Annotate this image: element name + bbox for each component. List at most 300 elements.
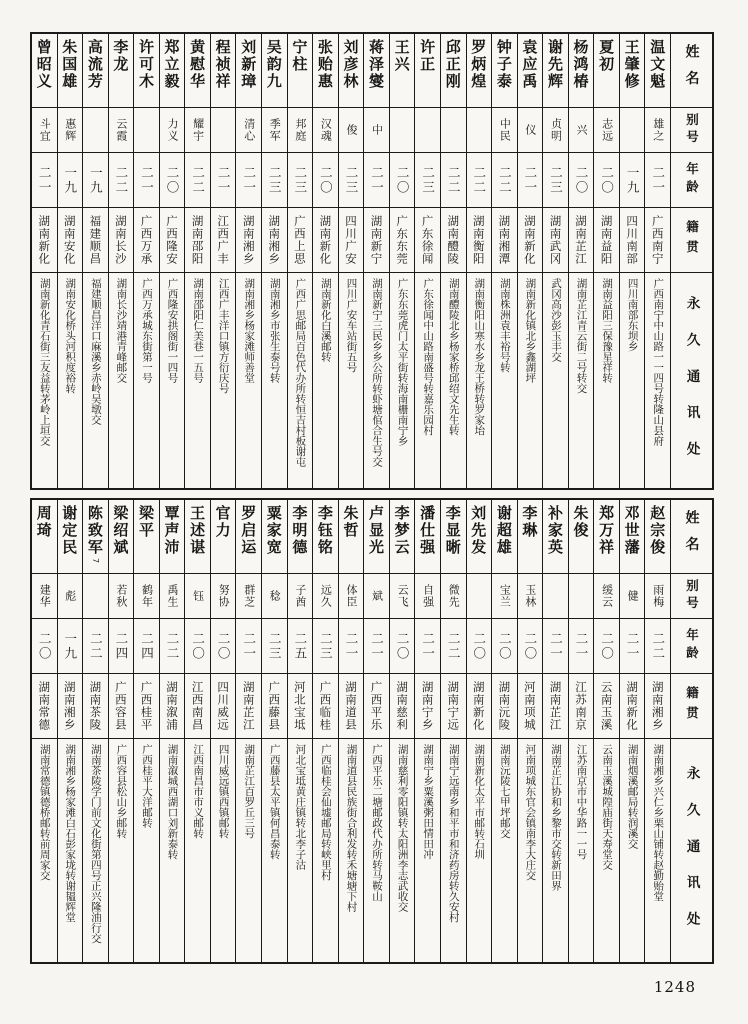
person-native: 湖南新化 — [518, 208, 543, 273]
person-name: 宁柱 — [288, 34, 313, 108]
person-native: 湖南湘潭 — [492, 208, 517, 273]
person-column — [32, 500, 57, 962]
person-name: 刘先发 — [467, 500, 492, 574]
person-alias: 季军 — [262, 108, 287, 153]
person-address: 湖南新化太平市邮转石圳 — [473, 744, 486, 860]
person-age: 一九 — [83, 153, 108, 208]
person-address: 四川广安车站街五号 — [345, 278, 358, 373]
person-address: 江苏南京市中华路一一号 — [575, 744, 588, 860]
person-native: 福建顺昌 — [83, 208, 108, 273]
person-alias: 钰 — [185, 574, 210, 619]
person-native: 广西藤县 — [262, 674, 287, 739]
person-age: 二一 — [620, 619, 645, 674]
person-name: 周琦 — [32, 500, 57, 574]
person-column — [517, 500, 543, 962]
person-native: 广西桂平 — [134, 674, 159, 739]
person-age: 二二 — [109, 153, 134, 208]
person-column — [57, 500, 83, 962]
person-address: 云南玉溪城隍庙街天寿堂交 — [601, 744, 614, 870]
person-native: 湖南慈利 — [390, 674, 415, 739]
person-native: 江西南昌 — [185, 674, 210, 739]
person-address: 广西万承城东街第一号 — [140, 278, 153, 383]
person-address: 广西平乐二塘邮政代办所转马鞍山 — [371, 744, 384, 902]
person-age: 二四 — [109, 619, 134, 674]
person-name: 粟家宽 — [262, 500, 287, 574]
person-name: 温文魁 — [645, 34, 670, 108]
person-native: 湖南新化 — [32, 208, 57, 273]
person-address: 湖南邵阳仁美巷一五号 — [192, 278, 205, 383]
person-column — [338, 500, 364, 962]
person-alias: 贞明 — [543, 108, 568, 153]
person-age: 二一 — [364, 619, 389, 674]
person-age: 二一 — [236, 619, 261, 674]
person-native: 湖南芷江 — [569, 208, 594, 273]
person-alias: 彪 — [58, 574, 83, 619]
person-name: 王肇修 — [620, 34, 645, 108]
person-name: 邱正刚 — [441, 34, 466, 108]
person-native: 湖南溆浦 — [160, 674, 185, 739]
person-column — [108, 34, 134, 488]
person-alias: 努协 — [211, 574, 236, 619]
person-native: 湖南芷江 — [236, 674, 261, 739]
person-age: 二三 — [288, 153, 313, 208]
person-age: 二一 — [32, 153, 57, 208]
person-name: 袁应禹 — [518, 34, 543, 108]
person-age: 二二 — [441, 153, 466, 208]
person-address: 河南项城东官会镇南李大庄交 — [524, 744, 537, 881]
person-age: 二一 — [236, 153, 261, 208]
row-label-alias: 别号 — [671, 108, 712, 153]
person-name: 李显晰 — [441, 500, 466, 574]
person-address: 湖南醴陵北乡杨家桥邱绍文先生转 — [447, 278, 460, 436]
person-column — [338, 34, 364, 488]
person-column — [287, 500, 313, 962]
directory-table-lower — [30, 498, 714, 964]
person-address: 广西临桂会仙墟邮局转峡里村 — [319, 744, 332, 881]
person-column — [312, 34, 338, 488]
person-alias: 若秋 — [109, 574, 134, 619]
person-alias — [83, 574, 108, 619]
person-age: 二〇 — [32, 619, 57, 674]
person-address: 湖南长沙靖港青峰邮交 — [115, 278, 128, 383]
person-address: 湖南湘乡杨家滩师善堂 — [243, 278, 256, 383]
person-column — [466, 500, 492, 962]
person-native: 湖南常德 — [32, 674, 57, 739]
person-alias: 清心 — [236, 108, 261, 153]
person-name: 王述谌 — [185, 500, 210, 574]
person-native: 湖南新化 — [313, 208, 338, 273]
person-name: 黄慰华 — [185, 34, 210, 108]
person-column — [440, 34, 466, 488]
person-column — [619, 34, 645, 488]
person-alias: 中民 — [492, 108, 517, 153]
person-column — [414, 34, 440, 488]
person-name: 官力 — [211, 500, 236, 574]
person-native: 广东东莞 — [390, 208, 415, 273]
person-alias: 微先 — [441, 574, 466, 619]
person-native: 湖南道县 — [339, 674, 364, 739]
person-native: 云南玉溪 — [594, 674, 619, 739]
person-alias: 稔 — [262, 574, 287, 619]
person-alias: 体臣 — [339, 574, 364, 619]
person-age: 二〇 — [211, 619, 236, 674]
person-alias — [83, 108, 108, 153]
person-age: 一九 — [620, 153, 645, 208]
person-age: 二一 — [339, 619, 364, 674]
person-name: 杨鸿椿 — [569, 34, 594, 108]
person-address: 湖南新化镇北乡鑫湖坪 — [524, 278, 537, 383]
person-address: 江西广丰洋口镇方衍庆号 — [217, 278, 230, 394]
person-address: 广东东莞虎门太平街转海南栅南宁乡 — [396, 278, 409, 446]
person-alias: 力义 — [160, 108, 185, 153]
person-column — [466, 34, 492, 488]
person-address: 四川南部东坝乡 — [626, 278, 639, 352]
person-name: 邓世藩 — [620, 500, 645, 574]
person-alias: 仪 — [518, 108, 543, 153]
person-alias: 斌 — [364, 574, 389, 619]
person-name: 卢显光 — [364, 500, 389, 574]
person-name: 李明德 — [288, 500, 313, 574]
person-name: 覃声沛 — [160, 500, 185, 574]
person-address: 湖南常德镇德桥邮转前周家交 — [38, 744, 51, 881]
person-native: 湖南湘乡 — [262, 208, 287, 273]
person-age: 二〇 — [313, 153, 338, 208]
person-address: 湖南新化青石街三友益转茅岭上垣交 — [38, 278, 51, 446]
person-address: 湖南慈利零阳镇转太阳洲李志武收交 — [396, 744, 409, 912]
person-column — [568, 500, 594, 962]
person-alias: 健 — [620, 574, 645, 619]
person-alias: 禹生 — [160, 574, 185, 619]
person-native: 湖南茶陵 — [83, 674, 108, 739]
person-native: 湖南湘乡 — [645, 674, 670, 739]
person-name: 谢超雄 — [492, 500, 517, 574]
person-column — [568, 34, 594, 488]
person-name: 吴韵九 — [262, 34, 287, 108]
person-native: 河南项城 — [518, 674, 543, 739]
person-address: 湖南芷江青云街二号转交 — [575, 278, 588, 394]
person-alias: 惠辉 — [58, 108, 83, 153]
row-labels-column — [670, 500, 712, 962]
person-native: 四川广安 — [339, 208, 364, 273]
person-alias: 雨梅 — [645, 574, 670, 619]
person-alias: 中 — [364, 108, 389, 153]
person-age: 一九 — [58, 619, 83, 674]
person-native: 广西万承 — [134, 208, 159, 273]
person-column — [210, 500, 236, 962]
person-column — [184, 500, 210, 962]
person-alias: 鹤年 — [134, 574, 159, 619]
person-native: 广东徐闻 — [415, 208, 440, 273]
person-native: 广西上思 — [288, 208, 313, 273]
person-name: 梁平 — [134, 500, 159, 574]
person-address: 福建顺昌洋口麻溪乡赤岭吴墩交 — [89, 278, 102, 425]
person-column — [32, 34, 57, 488]
person-column — [108, 500, 134, 962]
person-name: 潘仕强 — [415, 500, 440, 574]
person-age: 二一 — [569, 619, 594, 674]
person-address: 湖南芷江协和乡黎市交转新田界 — [549, 744, 562, 891]
person-column — [517, 34, 543, 488]
person-name: 高流芳 — [83, 34, 108, 108]
person-alias: 建华 — [32, 574, 57, 619]
person-age: 一九 — [58, 153, 83, 208]
person-alias — [134, 108, 159, 153]
person-name: 李梦云 — [390, 500, 415, 574]
person-native: 广西平乐 — [364, 674, 389, 739]
person-address: 湖南湘乡兴仁乡栗山铺转赵勤贻堂 — [652, 744, 665, 902]
person-address: 湖南芷江百罗丘三号 — [243, 744, 256, 839]
person-alias — [441, 108, 466, 153]
person-address: 广西广思邮局百色代办所转恒吉村板谢屯 — [294, 278, 307, 467]
person-age: 二三 — [262, 153, 287, 208]
person-age: 二三 — [262, 619, 287, 674]
person-address: 湖南湘乡市张生泰号转 — [268, 278, 281, 383]
directory-table-upper — [30, 32, 714, 490]
person-alias: 志远 — [594, 108, 619, 153]
person-age: 二〇 — [569, 153, 594, 208]
person-native: 河北宝坻 — [288, 674, 313, 739]
row-label-age: 年龄 — [671, 619, 712, 674]
person-name: 谢定民 — [58, 500, 83, 574]
person-native: 湖南沅陵 — [492, 674, 517, 739]
person-age: 二〇 — [160, 153, 185, 208]
person-native: 湖南湘乡 — [236, 208, 261, 273]
person-column — [159, 500, 185, 962]
person-age: 二二 — [645, 619, 670, 674]
person-name: 李钰铭 — [313, 500, 338, 574]
person-native: 湖南醴陵 — [441, 208, 466, 273]
row-label-address: 永久通讯处 — [683, 296, 700, 479]
person-name: 朱哲 — [339, 500, 364, 574]
row-label-native: 籍贯 — [671, 674, 712, 739]
person-native: 湖南邵阳 — [185, 208, 210, 273]
row-label-alias: 别号 — [671, 574, 712, 619]
person-address: 湖南茶陵学门前文化街第四号正兴隆油行交 — [89, 744, 102, 944]
person-name: 蒋泽燮 — [364, 34, 389, 108]
person-age: 二二 — [492, 153, 517, 208]
row-label-name: 姓名 — [671, 34, 712, 108]
person-name: 许正 — [415, 34, 440, 108]
person-alias — [467, 574, 492, 619]
person-native: 广西容县 — [109, 674, 134, 739]
person-age: 二一 — [364, 153, 389, 208]
person-address: 湖南株洲袁丰裕号转 — [498, 278, 511, 373]
person-native: 湖南新宁 — [364, 208, 389, 273]
person-column — [235, 500, 261, 962]
person-age: 二一 — [134, 153, 159, 208]
person-native: 湖南新化 — [620, 674, 645, 739]
person-alias — [620, 108, 645, 153]
person-address: 湖南沅陵七甲坪邮交 — [498, 744, 511, 839]
person-address: 湖南新化白溪邮转 — [319, 278, 332, 362]
person-column — [644, 34, 670, 488]
person-column — [363, 34, 389, 488]
person-address: 广西容县松山乡邮转 — [115, 744, 128, 839]
person-age: 二二 — [160, 619, 185, 674]
person-name: 钟子泰 — [492, 34, 517, 108]
person-age: 二一 — [543, 619, 568, 674]
person-age: 二〇 — [390, 153, 415, 208]
person-column — [312, 500, 338, 962]
person-name: 李琳 — [518, 500, 543, 574]
person-alias — [211, 108, 236, 153]
person-column — [491, 34, 517, 488]
person-address: 广东徐闻中山路南盛号转嘉乐园村 — [422, 278, 435, 436]
person-column — [159, 34, 185, 488]
person-age: 二二 — [185, 153, 210, 208]
person-column — [261, 500, 287, 962]
person-alias: 宝兰 — [492, 574, 517, 619]
person-address: 湖南烟溪邮局转润溪交 — [626, 744, 639, 849]
person-native: 广西南宁 — [645, 208, 670, 273]
person-name: 夏初 — [594, 34, 619, 108]
person-native: 湖南长沙 — [109, 208, 134, 273]
person-age: 二三 — [543, 153, 568, 208]
person-address: 广西南宁中山路一一四号转隆山县府 — [652, 278, 665, 446]
person-column — [82, 500, 108, 962]
person-alias — [415, 108, 440, 153]
person-address: 广西桂平大洋邮转 — [140, 744, 153, 828]
person-column — [133, 34, 159, 488]
person-alias: 群芝 — [236, 574, 261, 619]
person-address: 广西藤县太平镇何昌泰转 — [268, 744, 281, 860]
person-age: 二二 — [441, 619, 466, 674]
person-alias: 玉林 — [518, 574, 543, 619]
person-age: 二〇 — [594, 153, 619, 208]
person-alias: 邦庭 — [288, 108, 313, 153]
person-alias — [543, 574, 568, 619]
person-address: 湖南衡阳山寒水乡龙王桥转罗家坮 — [473, 278, 486, 436]
person-column — [82, 34, 108, 488]
person-native: 湖南宁远 — [441, 674, 466, 739]
person-column — [542, 500, 568, 962]
row-label-age: 年龄 — [671, 153, 712, 208]
person-name: 谢先辉 — [543, 34, 568, 108]
person-age: 二〇 — [518, 619, 543, 674]
person-alias: 汉魂 — [313, 108, 338, 153]
person-age: 二三 — [415, 153, 440, 208]
person-alias: 兴 — [569, 108, 594, 153]
person-address: 河北宝坻黄庄镇转北李子沽 — [294, 744, 307, 870]
person-age: 二一 — [518, 153, 543, 208]
person-alias: 云霞 — [109, 108, 134, 153]
person-native: 湖南衡阳 — [467, 208, 492, 273]
person-name: 曾昭义 — [32, 34, 57, 108]
person-alias — [467, 108, 492, 153]
person-native: 四川南部 — [620, 208, 645, 273]
person-name: 刘新璋 — [236, 34, 261, 108]
person-age: 二〇 — [492, 619, 517, 674]
person-alias: 自强 — [415, 574, 440, 619]
person-native: 广西隆安 — [160, 208, 185, 273]
person-name: 张贻惠 — [313, 34, 338, 108]
person-alias — [390, 108, 415, 153]
person-native: 湖南武冈 — [543, 208, 568, 273]
person-age: 二〇 — [390, 619, 415, 674]
person-native: 湖南宁乡 — [415, 674, 440, 739]
person-name: 朱国雄 — [58, 34, 83, 108]
person-address: 武冈高沙彭玉丰交 — [549, 278, 562, 362]
person-native: 湖南安化 — [58, 208, 83, 273]
person-name: 郑万祥 — [594, 500, 619, 574]
person-address: 湖南安化桥头河积度裕转 — [64, 278, 77, 394]
person-column — [619, 500, 645, 962]
person-name: 刘彦林 — [339, 34, 364, 108]
person-alias: 斗宜 — [32, 108, 57, 153]
person-name: 梁绍斌 — [109, 500, 134, 574]
row-labels-column — [670, 34, 712, 488]
page-number: 1248 — [653, 978, 696, 996]
person-alias: 缓云 — [594, 574, 619, 619]
person-column — [57, 34, 83, 488]
person-address: 江西南昌市市义邮转 — [192, 744, 205, 839]
person-column — [414, 500, 440, 962]
row-label-address: 永久通讯处 — [683, 766, 700, 949]
person-age: 二一 — [645, 153, 670, 208]
person-name: 王兴 — [390, 34, 415, 108]
person-name: 赵宗俊 — [645, 500, 670, 574]
person-column — [389, 500, 415, 962]
row-label-native: 籍贯 — [671, 208, 712, 273]
person-native: 江苏南京 — [569, 674, 594, 739]
person-name: 李龙 — [109, 34, 134, 108]
person-column — [235, 34, 261, 488]
person-age: 二〇 — [594, 619, 619, 674]
person-address: 湖南新宁三民乡乡公所转虾塘倌合生号交 — [371, 278, 384, 467]
person-native: 广西临桂 — [313, 674, 338, 739]
person-native: 四川威远 — [211, 674, 236, 739]
person-age: 二三 — [313, 619, 338, 674]
person-address: 湖南宁远南乡和平市和济药房转久安村 — [447, 744, 460, 923]
person-name: 陈致军 7 — [83, 500, 108, 574]
person-address: 广西隆安拱阁街一四号 — [166, 278, 179, 383]
person-age: 二〇 — [185, 619, 210, 674]
person-alias: 俊 — [339, 108, 364, 153]
person-address: 湖南湘乡杨家滩白石彭家垅转谢韫辉堂 — [64, 744, 77, 923]
person-column — [363, 500, 389, 962]
person-name: 郑立毅 — [160, 34, 185, 108]
person-column — [389, 34, 415, 488]
person-column — [644, 500, 670, 962]
person-alias: 子酋 — [288, 574, 313, 619]
person-address: 湖南道县民族街合利发转禾塘塘下村 — [345, 744, 358, 912]
person-alias: 雄之 — [645, 108, 670, 153]
person-alias — [569, 574, 594, 619]
person-column — [184, 34, 210, 488]
person-native: 湖南湘乡 — [58, 674, 83, 739]
person-address: 四川威远镇西镇邮转 — [217, 744, 230, 839]
person-age: 二〇 — [467, 619, 492, 674]
person-name: 朱俊 — [569, 500, 594, 574]
person-age: 二五 — [288, 619, 313, 674]
person-age: 二四 — [134, 619, 159, 674]
person-alias: 云飞 — [390, 574, 415, 619]
person-native: 湖南益阳 — [594, 208, 619, 273]
person-native: 湖南新化 — [467, 674, 492, 739]
footnote-mark: 7 — [90, 558, 100, 564]
person-name: 程祯祥 — [211, 34, 236, 108]
person-column — [261, 34, 287, 488]
person-address: 湖南益阳三保豫星祥转 — [601, 278, 614, 383]
person-name: 许可木 — [134, 34, 159, 108]
person-address: 湖南宁乡粟溪粥田情田冲 — [422, 744, 435, 860]
person-native: 湖南芷江 — [543, 674, 568, 739]
person-native: 江西广丰 — [211, 208, 236, 273]
row-label-name: 姓名 — [671, 500, 712, 574]
person-age: 二二 — [83, 619, 108, 674]
person-column — [210, 34, 236, 488]
person-column — [542, 34, 568, 488]
